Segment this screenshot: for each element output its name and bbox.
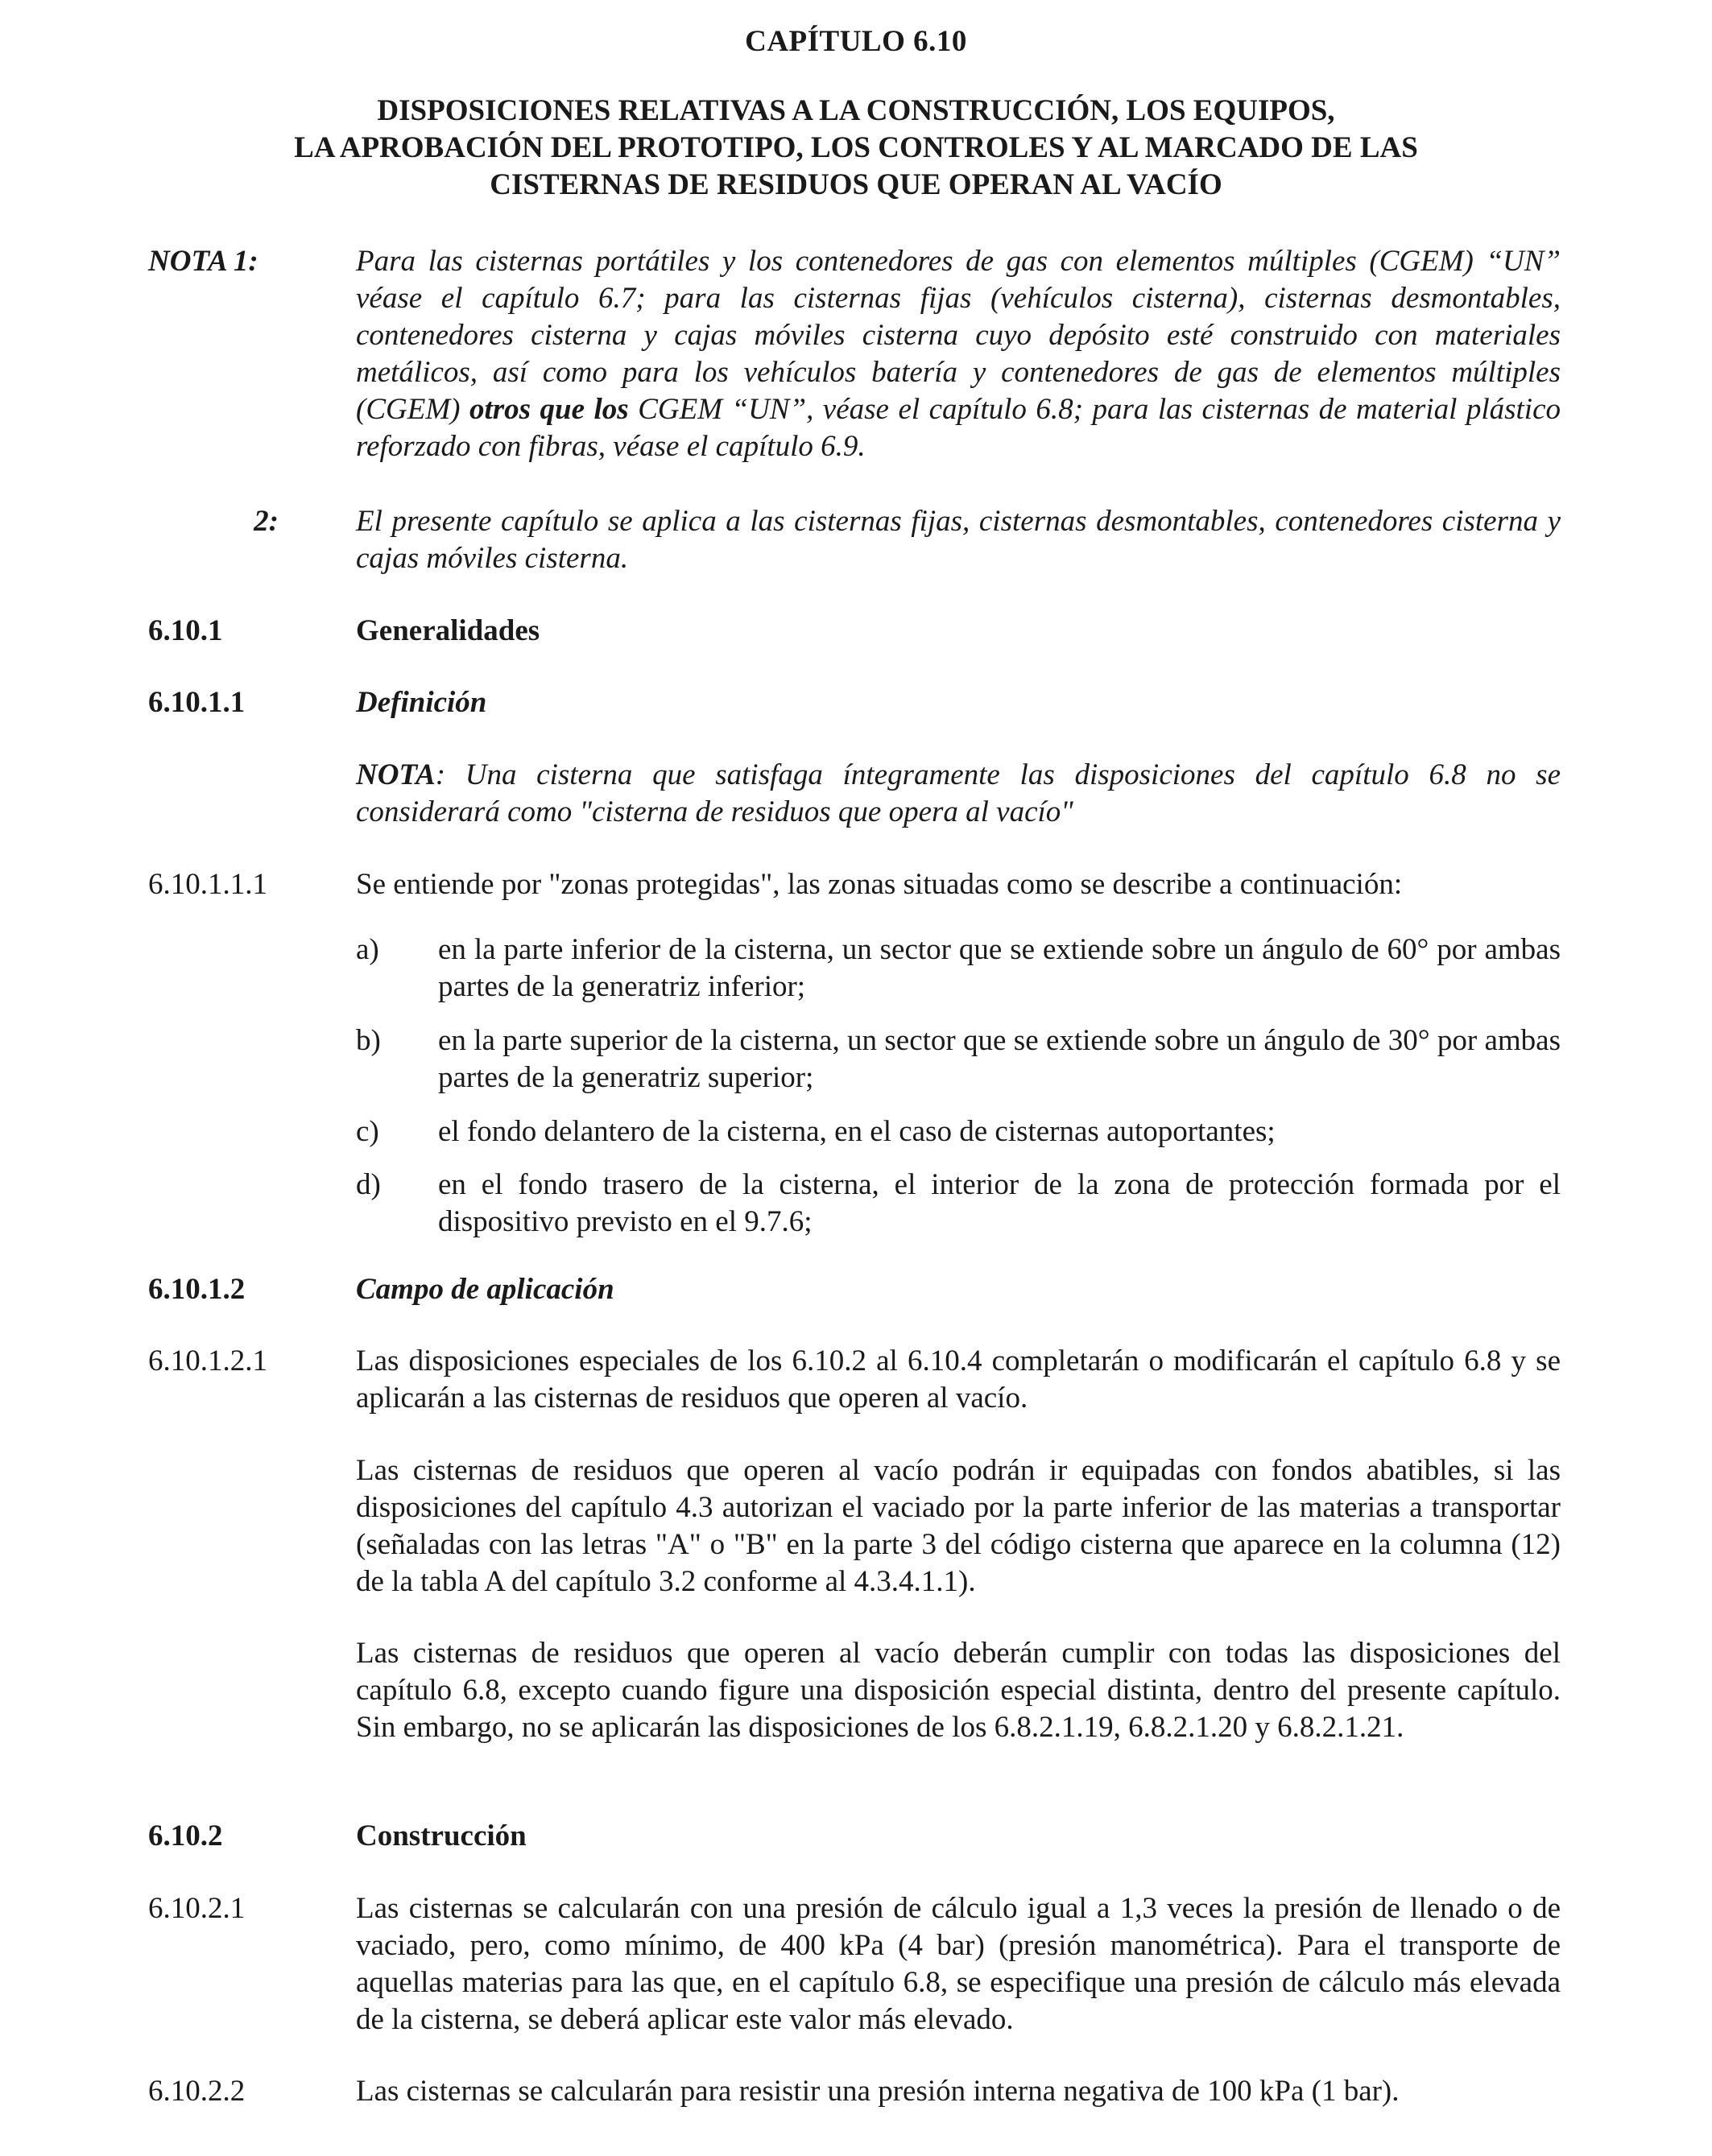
section-number: 6.10.1.2 — [148, 1273, 246, 1306]
note-2-label: 2: — [254, 505, 279, 538]
paragraph-1: Las disposiciones especiales de los 6.10.2 al 6.10.4 completarán o modificarán el capítulo 6.8 y se aplicarán a las cisternas de residuos que operen al vacío. — [356, 1344, 1561, 1415]
list-item-text: el fondo delantero de la cisterna, en el caso de cisternas autoportantes; — [438, 1115, 1276, 1148]
list-item-label: b) — [356, 1024, 381, 1057]
section-number: 6.10.2.1 — [148, 1892, 246, 1925]
title-line-2: LA APROBACIÓN DEL PROTOTIPO, LOS CONTROLES Y AL MARCADO DE LAS — [294, 131, 1418, 164]
paragraph-2: Las cisternas de residuos que operen al vacío podrán ir equipadas con fondos abatibles, si las disposiciones del capítulo 4.3 autorizan el vaciado por la parte inferior de las materias a transportar (señaladas con las letras "A" o "B" en la parte 3 del código cisterna que aparece en la columna (12) de la tabla A del capítulo 3.2 conforme al 4.3.4.1.1). — [356, 1454, 1561, 1598]
section-title: Construcción — [356, 1819, 527, 1852]
chapter-title — [0, 93, 1712, 204]
chapter-heading: CAPÍTULO 6.10 — [745, 25, 967, 58]
paragraph: Las cisternas se calcularán con una presión de cálculo igual a 1,3 veces la presión de llenado o de vaciado, pero, como mínimo, de 400 kPa (4 bar) (presión manométrica). Para el transporte de aquellas materias para las que, en el capítulo 6.8, se especifique una presión de cálculo más elevada de la cisterna, se deberá aplicar este valor más elevado. — [356, 1892, 1561, 2036]
list-item-text: en la parte superior de la cisterna, un sector que se extiende sobre un ángulo de 30° por ambas partes de la generatriz superior; — [438, 1024, 1561, 1094]
section-number: 6.10.2.2 — [148, 2075, 246, 2108]
section-number: 6.10.1.1.1 — [148, 868, 267, 901]
section-title: Generalidades — [356, 614, 540, 647]
paragraph: Se entiende por "zonas protegidas", las zonas situadas como se describe a continuación: — [356, 868, 1403, 901]
list-item-label: d) — [356, 1168, 381, 1201]
section-number: 6.10.2 — [148, 1819, 223, 1852]
section-title: Definición — [356, 686, 487, 719]
note-1-label: NOTA 1: — [148, 245, 258, 278]
definition-note-text — [356, 757, 1561, 831]
list-item-label: a) — [356, 933, 379, 966]
title-line-1: DISPOSICIONES RELATIVAS A LA CONSTRUCCIÓN, LOS EQUIPOS, — [377, 94, 1335, 127]
section-number: 6.10.1.2.1 — [148, 1344, 267, 1377]
section-number: 6.10.1.1 — [148, 686, 246, 719]
note-1-text — [356, 243, 1561, 465]
definition-note-body: : Una cisterna que satisfaga íntegramente las disposiciones del capítulo 6.8 no se considerará como "cisterna de residuos que opera al vacío" — [356, 758, 1561, 828]
definition-note-label: NOTA — [356, 758, 436, 791]
note-1-text-a: Para las cisternas portátiles y los contenedores de gas con elementos múltiples (CGEM) “UN” véase el capítulo 6.7; para las cisternas fijas (vehículos cisterna), cisternas desmontables, contenedores cisterna y cajas móviles cisterna cuyo depósito esté construido con materiales metálicos, así como para los vehículos batería y contenedores de gas de elementos múltiples (CGEM) — [356, 245, 1561, 426]
list-item-label: c) — [356, 1115, 379, 1148]
paragraph: Las cisternas se calcularán para resistir una presión interna negativa de 100 kPa (1 bar). — [356, 2075, 1400, 2108]
list-item-text: en el fondo trasero de la cisterna, el interior de la zona de protección formada por el dispositivo previsto en el 9.7.6; — [438, 1168, 1561, 1238]
list-item-text: en la parte inferior de la cisterna, un sector que se extiende sobre un ángulo de 60° por ambas partes de la generatriz inferior; — [438, 933, 1561, 1003]
note-2-text: El presente capítulo se aplica a las cisternas fijas, cisternas desmontables, contenedores cisterna y cajas móviles cisterna. — [356, 505, 1561, 575]
title-line-3: CISTERNAS DE RESIDUOS QUE OPERAN AL VACÍO — [490, 168, 1222, 201]
note-1-text-b: CGEM “UN”, véase el capítulo 6.8; para las cisternas de material plástico reforzado con fibras, véase el capítulo 6.9. — [356, 393, 1561, 463]
note-1-text-bold: otros que los — [469, 393, 629, 426]
paragraph-3: Las cisternas de residuos que operen al vacío deberán cumplir con todas las disposiciones del capítulo 6.8, excepto cuando figure una disposición especial distinta, dentro del presente capítulo. Sin embargo, no se aplicarán las disposiciones de los 6.8.2.1.19, 6.8.2.1.20 y 6.8.2.1.21. — [356, 1637, 1561, 1744]
section-number: 6.10.1 — [148, 614, 223, 647]
section-title: Campo de aplicación — [356, 1273, 614, 1306]
